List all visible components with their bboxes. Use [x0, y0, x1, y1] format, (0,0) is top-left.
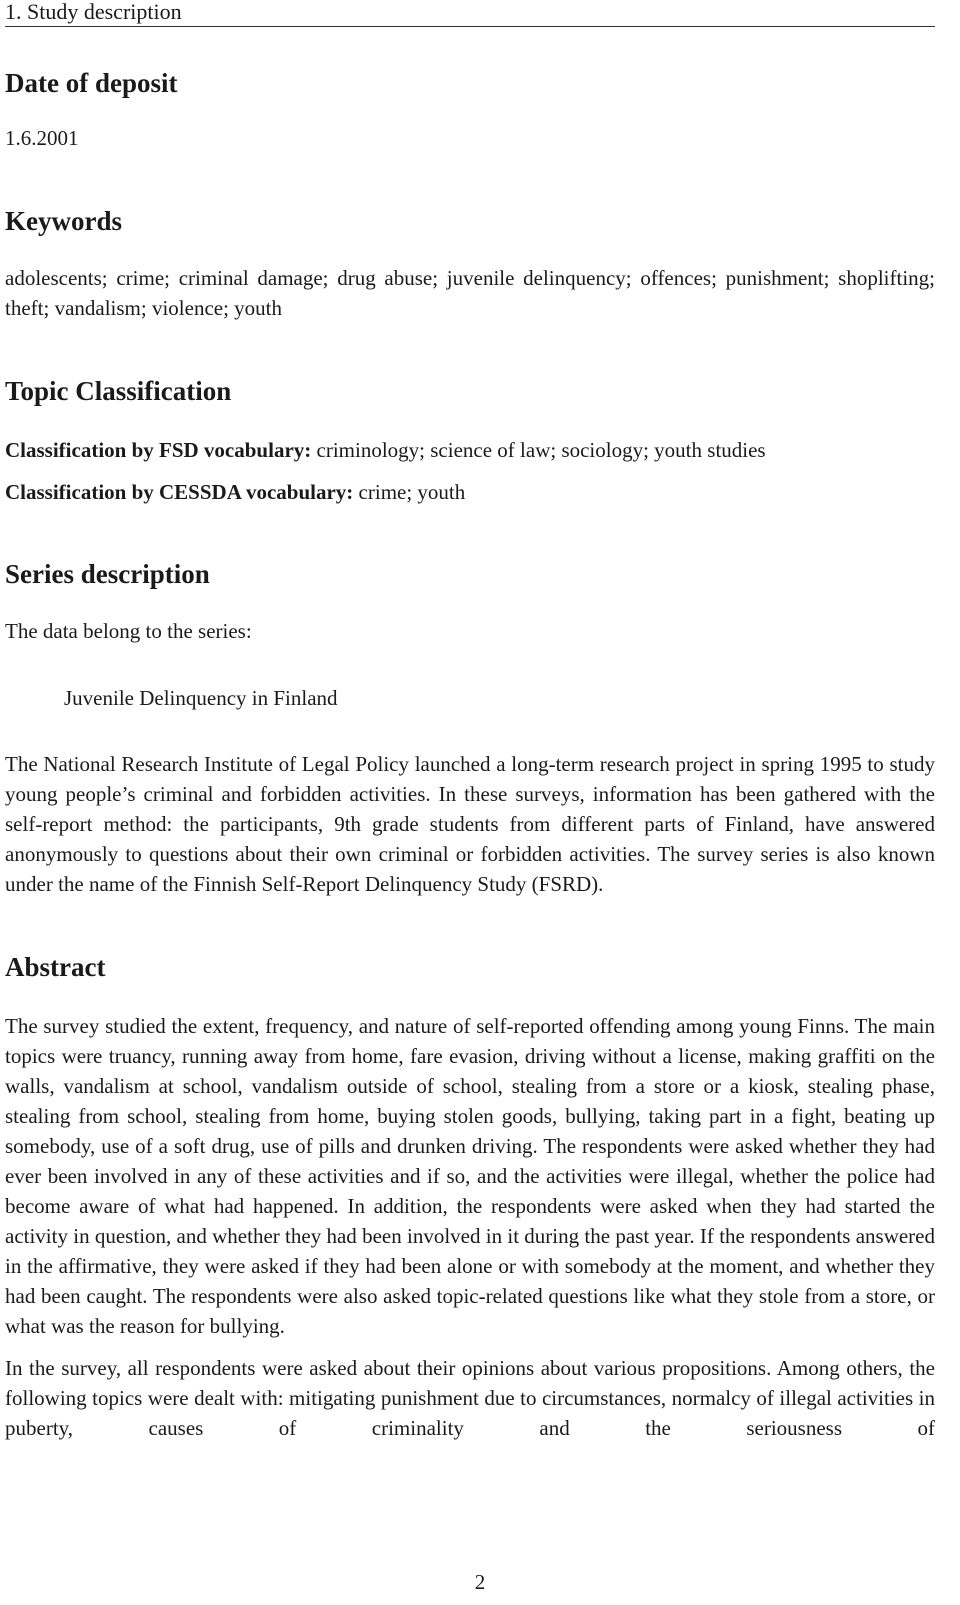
- abstract-paragraph-1: The survey studied the extent, frequency, and nature of self-reported offending among young Finns. The main topics were truancy, running away from home, fare evasion, driving without a license, making graffiti on the walls, vandalism at school, vandalism outside of school, stealing from a store or a kiosk, stealing phase, stealing from school, stealing from home, buying stolen goods, bullying, taking part in a fight, beating up somebody, use of a soft drug, use of pills and drunken driving. The respondents were asked whether they had ever been involved in any of these activities and if so, and the activities were illegal, whether the police had become aware of what had happened. In addition, the respondents were asked when they had started the activity in question, and whether they had been involved in it during the past year. If the respondents answered in the affirmative, they were asked if they had been alone or with somebody at the moment, and whether they had been caught. The respondents were also asked topic-related questions like what they stole from a store, or what was the reason for bullying.: [5, 1014, 935, 1338]
- date-of-deposit-heading: Date of deposit: [5, 68, 178, 98]
- fsd-classification-label: Classification by FSD vocabulary:: [5, 438, 312, 462]
- abstract-heading: Abstract: [5, 952, 106, 982]
- document-page: [5, 0, 935, 1443]
- cessda-classification: [5, 477, 935, 507]
- series-name: Juvenile Delinquency in Finland: [64, 686, 338, 710]
- running-head: 1. Study description: [5, 0, 935, 27]
- fsd-classification: [5, 435, 935, 465]
- cessda-classification-label: Classification by CESSDA vocabulary:: [5, 480, 354, 504]
- fsd-classification-value: criminology; science of law; sociology; youth studies: [316, 438, 766, 462]
- keywords-text: adolescents; crime; criminal damage; drug abuse; juvenile delinquency; offences; punishment; shoplifting; theft; vandalism; violence; youth: [5, 266, 935, 320]
- keywords-heading: Keywords: [5, 206, 122, 236]
- page-number: 2: [474, 1570, 486, 1594]
- series-description-heading: Series description: [5, 559, 210, 589]
- cessda-classification-value: crime; youth: [358, 480, 466, 504]
- date-of-deposit-value: 1.6.2001: [5, 126, 79, 150]
- series-intro: The data belong to the series:: [5, 619, 252, 643]
- abstract-paragraph-2: In the survey, all respondents were asked about their opinions about various propositions. Among others, the following topics were dealt with: mitigating punishment due to circumstances, normalcy of illegal activities in puberty, causes of criminality and the seriousness of: [5, 1356, 935, 1440]
- topic-classification-heading: Topic Classification: [5, 376, 232, 406]
- series-body: The National Research Institute of Legal Policy launched a long-term research project in spring 1995 to study young people’s criminal and forbidden activities. In these surveys, information has been gathered with the self-report method: the participants, 9th grade students from different parts of Finland, have answered anonymously to questions about their own criminal or forbidden activities. The survey series is also known under the name of the Finnish Self-Report Delinquency Study (FSRD).: [5, 752, 935, 896]
